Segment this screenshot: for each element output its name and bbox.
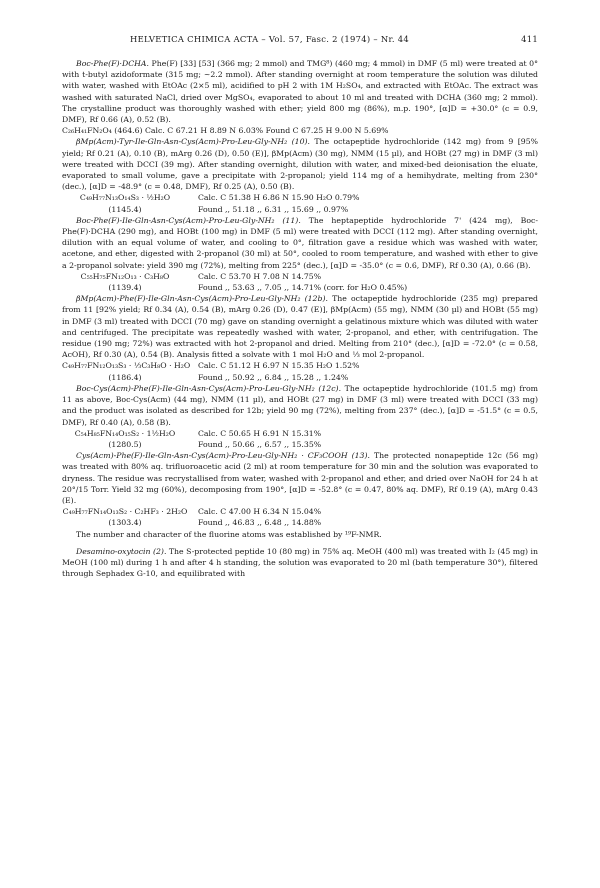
molecular-weight: (1145.4) — [108, 204, 142, 214]
analysis-line: C₂₆H₄₁FN₂O₄ (464.6) Calc. C 67.21 H 8.89 N 6.03% Found C 67.25 H 9.00 N 5.69% — [62, 126, 389, 136]
calc-values: Calc. C 50.65 H 6.91 N 15.31% — [198, 428, 322, 438]
found-values: Found ,, 53.63 ,, 7.05 ,, 14.71% (corr. for H₂O 0.45%) — [198, 283, 408, 293]
paragraph-desamino-oxytocin — [62, 546, 538, 580]
paragraph-text: The octapeptide hydrochloride (101.5 mg) from 11 as above, Boc-Cys(Acm) (44 mg), NMM (11 µl), and HOBt (27 mg) in DMF (3 ml) were treated with DCCI (33 mg) and the product was isolated as described for 12b; yield 90 mg (72%), melting from 237° (dec.), [α]D = -51.5° (c = 0.5, DMF), Rf 0.40 (A), 0.58 (B). — [62, 383, 538, 427]
compound-heading: Boc-Phe(F)·DCHA. — [76, 59, 149, 68]
compound-heading: Desamino-oxytocin (2). — [76, 546, 167, 556]
paragraph-text: Phe(F) [33] [53] (366 mg; 2 mmol) and TMG⁸) (460 mg; 4 mmol) in DMF (5 ml) were treated at 0° with t-butyl azidoformate (315 mg; ~2.2 mmol). After standing overnight at room temperature the solution was diluted with water, washed with EtOAc (2×5 ml), acidified to pH 2 with 1M H₂SO₄, and extracted with EtOAc. The extract was washed with saturated NaCl, dried over MgSO₄, evaporated to about 10 ml and treated with DCHA (360 mg; 2 mmol). The crystalline product was thoroughly washed with ether; yield 800 mg (86%), m.p. 190°, [α]D = +30.0° (c = 0.9, DMF), Rf 0.66 (A), 0.52 (B). — [62, 59, 538, 125]
compound-heading: βMp(Acm)-Phe(F)-Ile-Gln-Asn-Cys(Acm)-Pro-Leu-Gly-NH₂ (12b). — [76, 294, 328, 304]
elemental-analysis — [62, 192, 538, 214]
calc-values: Calc. C 51.12 H 6.97 N 15.35 H₂O 1.52% — [198, 361, 360, 371]
paragraph-text: The S-protected peptide 10 (80 mg) in 75% aq. MeOH (400 ml) was treated with I₂ (45 mg) in MeOH (100 ml) during 1 h and after 4 h standing, the solution was evaporated to 20 ml (bath temperature 30°), filtered through Sephadex G-10, and equilibrated with — [62, 546, 538, 579]
molecular-formula: C₄₉H₇₇FN₁₂O₁₃S₃ · ⅓C₃H₈O · H₂O — [62, 361, 191, 371]
calc-values: Calc. C 51.38 H 6.86 N 15.90 H₂O 0.79% — [198, 193, 360, 203]
molecular-formula: C₅₄H₈₅FN₁₄O₁₅S₂ · 1½H₂O — [74, 428, 176, 438]
elemental-analysis — [62, 428, 538, 450]
paragraph-compound-10 — [62, 136, 538, 192]
paragraph-text: The octapeptide hydrochloride (235 mg) prepared from 11 [92% yield; Rf 0.34 (A), 0.54 (B), mArg 0.26 (D), 0.47 (E)], βMp(Acm) (55 mg), NMM (30 µl) and HOBt (55 mg) in DMF (3 ml) treated with DCCI (70 mg) gave on standing overnight a gelatinous mixture which was diluted with water and centrifuged. The precipitate was repeatedly washed with water, 2-propanol, and ether, with centrifugation. The residue (190 mg; 72%) was extracted with hot 2-propanol and dried. Melting from 210° (dec.), [α]D = -72.0° (c = 0.58, AcOH), Rf 0.30 (A), 0.54 (B). Analysis fitted a solvate with 1 mol H₂O and ⅓ mol 2-propanol. — [62, 294, 538, 360]
paragraph-nmr-note: The number and character of the fluorine atoms was established by ¹⁹F-NMR. — [76, 529, 382, 539]
molecular-weight: (1186.4) — [108, 372, 142, 382]
paragraph-text: The octapeptide hydrochloride (142 mg) from 9 [95% yield; Rf 0.21 (A), 0.10 (B), mArg 0.26 (D), 0.50 (E)], βMp(Acm) (30 mg), NMM (15 µl), and HOBt (27 mg) in DMF (3 ml) were treated with DCCI (39 mg). After standing overnight, dilution with water, and mixed-bed deionisation the eluate, evaporated to small volume, gave a precipitate with 2-propanol; yield 114 mg of a hemihydrate, melting from 230° (dec.), [α]D = -48.9° (c = 0.48, DMF), Rf 0.25 (A), 0.50 (B). — [62, 137, 538, 192]
compound-heading: Boc-Phe(F)-Ile-Gln-Asn-Cys(Acm)-Pro-Leu-Gly-NH₂ (11). — [76, 215, 301, 225]
found-values: Found ,, 50.92 ,, 6.84 ,, 15.28 ,, 1.24% — [198, 372, 349, 382]
elemental-analysis — [62, 271, 538, 293]
page-number: 411 — [521, 34, 538, 44]
article-body — [62, 58, 538, 579]
paragraph-text: The heptapeptide hydrochloride 7' (424 mg), Boc-Phe(F)·DCHA (290 mg), and HOBt (100 mg) in DMF (5 ml) were treated with DCCI (112 mg). After standing overnight, dilution with an equal volume of water, and cooling to 0°, filtration gave a residue which was washed with water, acetone, and ether, digested with 2-propanol (30 ml) at 50°, cooled to room temperature, and washed with ether to give a 2-propanol solvate: yield 390 mg (72%), melting from 225° (dec.), [α]D = -35.0° (c = 0.6, DMF), Rf 0.30 (A), 0.66 (B). — [62, 215, 538, 270]
calc-values: Calc. C 53.70 H 7.08 N 14.75% — [198, 271, 322, 281]
molecular-formula: C₅₅H₇₅FN₁₂O₁₃ · C₃H₈O — [80, 271, 170, 281]
molecular-weight: (1303.4) — [108, 518, 142, 528]
molecular-weight: (1139.4) — [108, 283, 142, 293]
running-header — [62, 34, 538, 46]
molecular-formula: C₄₉H₇₇N₁₃O₁₄S₃ · ½H₂O — [79, 193, 171, 203]
elemental-analysis — [62, 506, 538, 528]
paragraph-compound-12b — [62, 293, 538, 360]
compound-heading: Cys(Acm)-Phe(F)-Ile-Gln-Asn-Cys(Acm)-Pro-Leu-Gly-NH₂ · CF₃COOH (13). — [76, 451, 370, 461]
paragraph-compound-11 — [62, 215, 538, 271]
compound-heading: Boc-Cys(Acm)-Phe(F)-Ile-Gln-Asn-Cys(Acm)-Pro-Leu-Gly-NH₂ (12c). — [76, 383, 342, 393]
found-values: Found ,, 50.66 ,, 6.57 ,, 15.35% — [198, 439, 322, 449]
elemental-analysis — [62, 360, 538, 382]
molecular-formula: C₄₉H₇₇FN₁₄O₁₃S₂ · C₂HF₃ · 2H₂O — [62, 507, 188, 517]
paragraph-boc-phe-dcha — [62, 58, 538, 125]
calc-values: Calc. C 47.00 H 6.34 N 15.04% — [198, 507, 322, 517]
paragraph-text: The protected nonapeptide 12c (56 mg) was treated with 80% aq. trifluoroacetic acid (2 ml) at room temperature for 30 min and the solution was evaporated to dryness. The residue was recrystallised from water, washed with 2-propanol and ether, and dried over NaOH for 24 h at 20°/15 Torr. Yield 32 mg (60%), decomposing from 190°, [α]D = -52.8° (c = 0.47, 80% aq. DMF), Rf 0.19 (A), mArg 0.43 (E). — [62, 451, 539, 505]
paragraph-compound-12c — [62, 383, 538, 428]
journal-header: HELVETICA CHIMICA ACTA – Vol. 57, Fasc. 2 (1974) – Nr. 44 — [130, 34, 410, 44]
elemental-analysis — [62, 125, 538, 136]
molecular-weight: (1280.5) — [108, 439, 142, 449]
compound-heading: βMp(Acm)-Tyr-Ile-Gln-Asn-Cys(Acm)-Pro-Leu-Gly-NH₂ (10). — [76, 137, 310, 147]
found-values: Found ,, 46.83 ,, 6.48 ,, 14.88% — [198, 518, 322, 528]
paragraph-compound-13 — [62, 450, 538, 506]
found-values: Found ,, 51.18 ,, 6.31 ,, 15.69 ,, 0.97% — [198, 204, 349, 214]
